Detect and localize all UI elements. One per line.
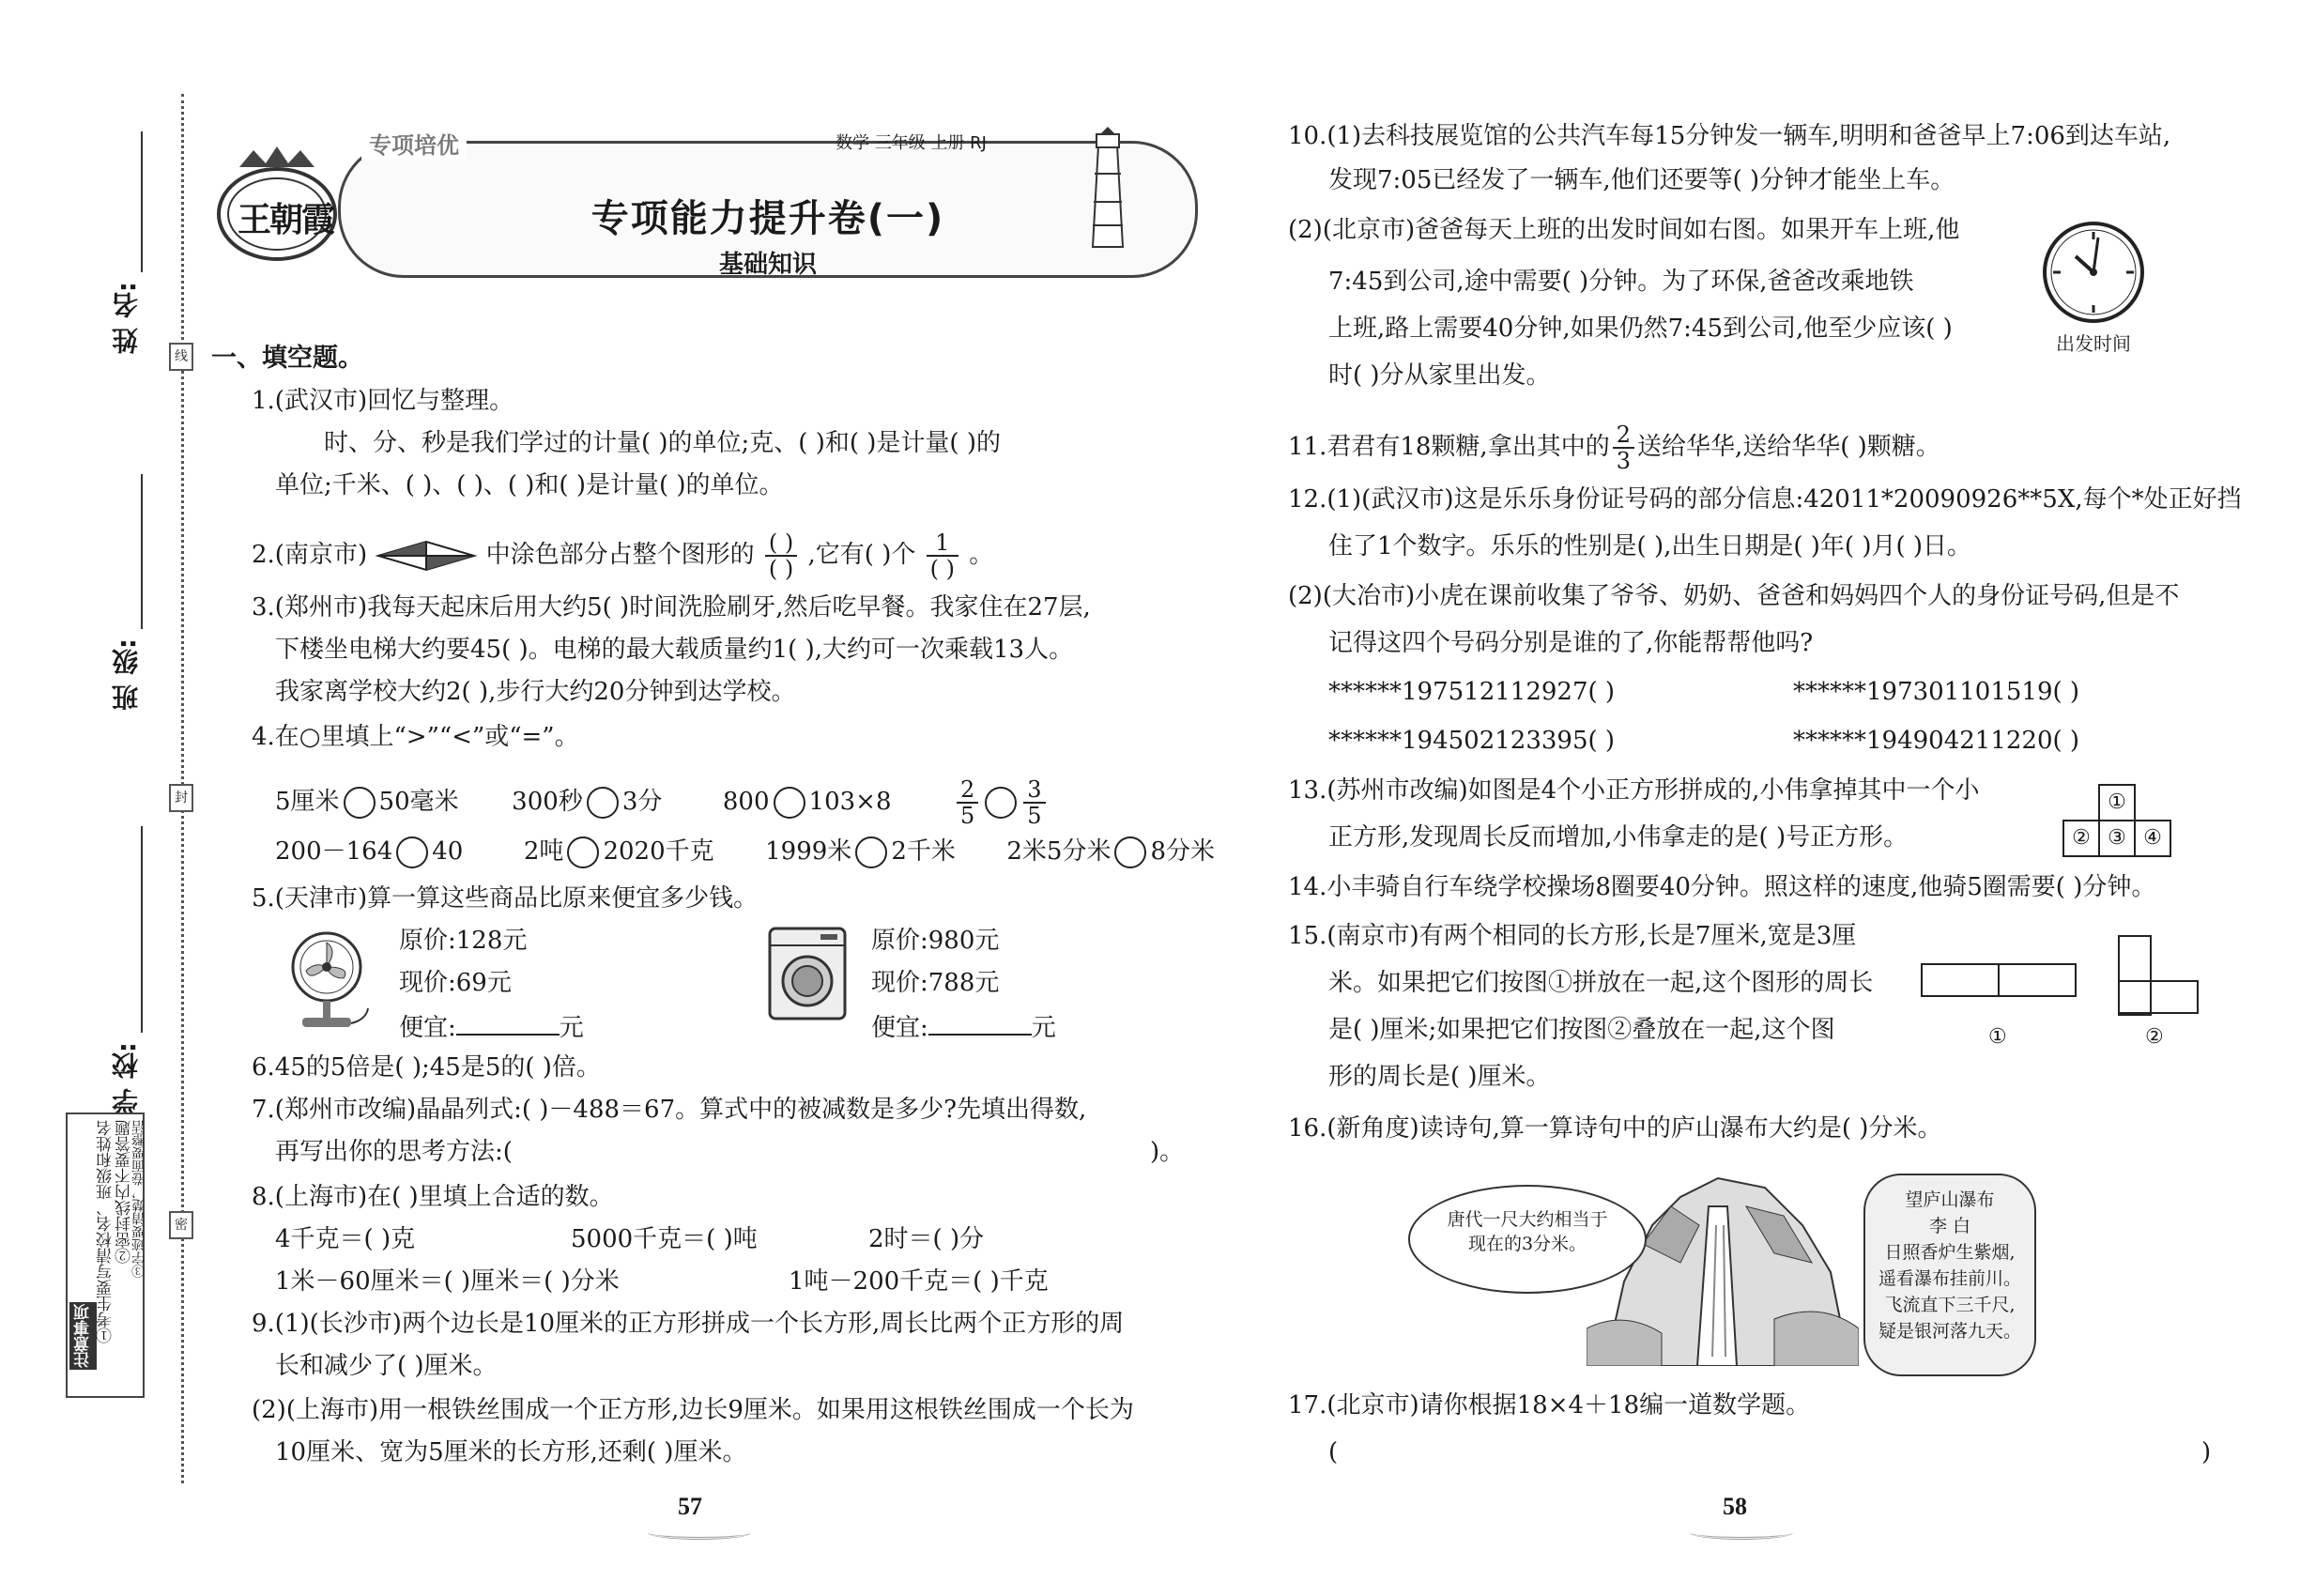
note-3: ③字迹要清楚，卷面要整洁: [131, 1120, 146, 1278]
page-ornament: [1690, 1526, 1793, 1540]
washer-save: 便宜: 元: [871, 1009, 1056, 1044]
note-1: ①考生要写清校名、班级和姓名: [97, 1120, 115, 1343]
q2-mid: 中涂色部分占整个图形的: [485, 541, 755, 569]
page-subtitle: 基础知识: [718, 251, 817, 279]
q2: 2.(南京市) 中涂色部分占整个图形的 $\frac{( )}{( )}$ ,它有( )个 $\frac{1}{( )}$ 。: [252, 529, 994, 582]
q4-frac-a: $\frac{2}{5}$: [957, 777, 978, 828]
q3-line2: 下楼坐电梯大约要45( )。电梯的最大载质量约1( ),大约可一次乘载13人。: [275, 636, 1074, 664]
q7-line2-end: )。: [1150, 1138, 1185, 1166]
fig-label-2: ②: [2145, 1025, 2164, 1049]
q1-line2: 单位;千米、( )、( )、( )和( )是计量( )的单位。: [275, 471, 784, 499]
square-4: ④: [2134, 820, 2171, 857]
q13-line1: 13.(苏州市改编)如图是4个小正方形拼成的,小伟拿掉其中一个小: [1288, 776, 1980, 805]
lighthouse-icon: [1080, 127, 1136, 253]
compare-circle[interactable]: [985, 787, 1017, 819]
q11: 11.君君有18颗糖,拿出其中的 $\frac{2}{3}$ 送给华华,送给华华( )颗糖。: [1288, 422, 1940, 474]
subject-line: 数学 三年级 上册 RJ: [836, 133, 987, 153]
note-2: ②密封线内不要答题: [115, 1120, 134, 1264]
header-banner: [338, 141, 1198, 278]
brand-name: 王朝霞: [238, 200, 334, 239]
square-1: ①: [2098, 784, 2136, 821]
fan-now: 现价:69元: [399, 969, 512, 997]
q10-line1: 10.(1)去科技展览馆的公共汽车每15分钟发一辆车,明明和爸爸早上7:06到达车站,: [1288, 122, 2171, 150]
rhombus-figure: [375, 540, 478, 572]
rect-figure-2: [2117, 934, 2201, 1022]
fan-save: 便宜: 元: [399, 1009, 584, 1044]
q4-row1: 5厘米 50毫米 300秒 3分 800 103×8 $\frac{2}{5}$ $\frac{3}{5}$: [275, 777, 1049, 828]
q8-title: 8.(上海市)在( )里填上合适的数。: [252, 1183, 614, 1211]
q5-title: 5.(天津市)算一算这些商品比原来便宜多少钱。: [252, 884, 759, 913]
poem-title: 望庐山瀑布: [1905, 1189, 1995, 1210]
compare-circle[interactable]: [1114, 836, 1146, 868]
q11-frac: $\frac{2}{3}$: [1613, 422, 1634, 473]
q3-line3: 我家离学校大约2( ),步行大约20分钟到达学校。: [275, 678, 796, 706]
q12-line4: 记得这四个号码分别是谁的了,你能帮帮他吗?: [1328, 629, 1814, 657]
class-line: [141, 474, 143, 629]
q8-e: 1吨－200千克＝( )千克: [789, 1267, 1049, 1296]
q14: 14.小丰骑自行车绕学校操场8圈要40分钟。照这样的速度,他骑5圈需要( )分钟。: [1288, 873, 2156, 901]
q2-have: ,它有( )个: [807, 541, 916, 569]
q17-paren-close: ): [2201, 1438, 2212, 1466]
speech-bubble: 唐代一尺大约相当于 现在的3分米。: [1408, 1185, 1647, 1294]
section-title: 一、填空题。: [211, 344, 363, 373]
compare-circle[interactable]: [344, 787, 376, 819]
washer-answer-blank[interactable]: [928, 1009, 1032, 1036]
page-number-right: 58: [1723, 1493, 1747, 1520]
q2-unit-frac: $\frac{1}{( )}$: [927, 530, 958, 581]
q17-paren-open: (: [1328, 1438, 1339, 1466]
rect-figure-1: [1920, 962, 2079, 1004]
q1-line1: 时、分、秒是我们学过的计量( )的单位;克、( )和( )是计量( )的: [324, 429, 1001, 457]
notes-title: 注意事项: [69, 1302, 97, 1370]
q8-d: 1米－60厘米＝( )厘米＝( )分米: [275, 1267, 620, 1296]
fan-orig: 原价:128元: [399, 927, 528, 955]
q4-title: 4.在○里填上“>”“<”或“=”。: [252, 723, 579, 751]
page-title: 专项能力提升卷(一): [590, 197, 945, 240]
q12-line1: 12.(1)(武汉市)这是乐乐身份证号码的部分信息:42011*20090926**5X,每个*处正好挡: [1288, 485, 2242, 514]
school-label: 学 校:: [111, 1042, 142, 1114]
compare-circle[interactable]: [855, 836, 887, 868]
q7-line2: 再写出你的思考方法:(: [275, 1138, 513, 1166]
q10-line3: (2)(北京市)爸爸每天上班的出发时间如右图。如果开车上班,他: [1288, 216, 1960, 244]
mark-seal: 封: [169, 784, 193, 812]
mark-line: 线: [169, 343, 193, 371]
fig-label-1: ①: [1988, 1025, 2007, 1049]
q9-line4: 10厘米、宽为5厘米的长方形,还剩( )厘米。: [275, 1438, 747, 1466]
washer-icon: [762, 925, 856, 1027]
q9-line2: 长和减少了( )厘米。: [275, 1352, 498, 1380]
name-label: 姓 名:: [111, 282, 142, 354]
square-3: ③: [2098, 820, 2136, 857]
q12-line2: 住了1个数字。乐乐的性别是( ),出生日期是( )年( )月( )日。: [1328, 532, 1972, 560]
page-ornament: [648, 1526, 751, 1540]
q10-line6: 时( )分从家里出发。: [1328, 361, 1551, 390]
q3-line1: 3.(郑州市)我每天起床后用大约5( )时间洗脸刷牙,然后吃早餐。我家住在27层,: [252, 593, 1091, 622]
q8-a: 4千克＝( )克: [275, 1225, 416, 1253]
poem-author: 李 白: [1928, 1216, 1971, 1236]
id-3: ******194502123395( ): [1328, 727, 1616, 755]
page-number-left: 57: [678, 1493, 702, 1520]
mark-dense: 密: [169, 1211, 193, 1239]
notes-box: [66, 1113, 145, 1398]
q16: 16.(新角度)读诗句,算一算诗句中的庐山瀑布大约是( )分米。: [1288, 1114, 1942, 1143]
brand-logo: [211, 141, 343, 263]
clock-label: 出发时间: [2056, 332, 2131, 355]
q10-line4: 7:45到公司,途中需要( )分钟。为了环保,爸爸改乘地铁: [1328, 268, 1914, 296]
washer-now: 现价:788元: [871, 969, 1000, 997]
id-1: ******197512112927( ): [1328, 678, 1616, 706]
compare-circle[interactable]: [567, 836, 599, 868]
q15-line1: 15.(南京市)有两个相同的长方形,长是7厘米,宽是3厘: [1288, 922, 1857, 950]
fan-icon: [282, 929, 376, 1036]
washer-orig: 原价:980元: [871, 927, 1000, 955]
q4-row2: 200－164 40 2吨 2020千克 1999米 2千米 2米5分米 8分米: [275, 836, 1215, 868]
q2-frac-blank: $\frac{( )}{( )}$: [765, 530, 797, 581]
q10-line2: 发现7:05已经发了一辆车,他们还要等( )分钟才能坐上车。: [1328, 166, 1955, 194]
school-line: [141, 826, 143, 1033]
id-4: ******194904211220( ): [1793, 727, 2080, 755]
q15-line4: 形的周长是( )厘米。: [1328, 1063, 1551, 1091]
q9-line3: (2)(上海市)用一根铁丝围成一个正方形,边长9厘米。如果用这根铁丝围成一个长为: [252, 1396, 1134, 1424]
tag-label: 专项培优: [361, 127, 467, 160]
q15-line3: 是( )厘米;如果把它们按图②叠放在一起,这个图: [1328, 1016, 1835, 1044]
q10-line5: 上班,路上需要40分钟,如果仍然7:45到公司,他至少应该( ): [1328, 315, 1953, 343]
q17-line1: 17.(北京市)请你根据18×4＋18编一道数学题。: [1288, 1391, 1811, 1420]
q2-lead: 2.(南京市): [252, 541, 368, 569]
q8-c: 2时＝( )分: [868, 1225, 985, 1253]
q1-title: 1.(武汉市)回忆与整理。: [252, 387, 514, 415]
q7-line1: 7.(郑州市改编)晶晶列式:( )－488＝67。算式中的被减数是多少?先填出得数,: [252, 1096, 1087, 1124]
compare-circle[interactable]: [774, 787, 805, 819]
q6: 6.45的5倍是( );45是5的( )倍。: [252, 1053, 601, 1082]
id-2: ******197301101519( ): [1793, 678, 2080, 706]
fan-answer-blank[interactable]: [456, 1009, 560, 1036]
q8-b: 5000千克＝( )吨: [571, 1225, 758, 1253]
q9-line1: 9.(1)(长沙市)两个边长是10厘米的正方形拼成一个长方形,周长比两个正方形的周: [252, 1310, 1125, 1338]
q4-frac-b: $\frac{3}{5}$: [1023, 777, 1045, 828]
q12-line3: (2)(大冶市)小虎在课前收集了爷爷、奶奶、爸爸和妈妈四个人的身份证号码,但是不: [1288, 582, 2180, 610]
poem-box: 望庐山瀑布 李 白 日照香炉生紫烟, 遥看瀑布挂前川。 飞流直下三千尺, 疑是银河落九天。: [1863, 1174, 2036, 1376]
square-2: ②: [2062, 820, 2100, 857]
name-line: [141, 131, 143, 272]
class-label: 班 级:: [111, 638, 142, 711]
compare-circle[interactable]: [587, 787, 619, 819]
q15-line2: 米。如果把它们按图①拼放在一起,这个图形的周长: [1328, 969, 1874, 997]
q13-line2: 正方形,发现周长反而增加,小伟拿走的是( )号正方形。: [1328, 823, 1909, 852]
compare-circle[interactable]: [396, 836, 428, 868]
clock-icon: [2042, 221, 2145, 328]
